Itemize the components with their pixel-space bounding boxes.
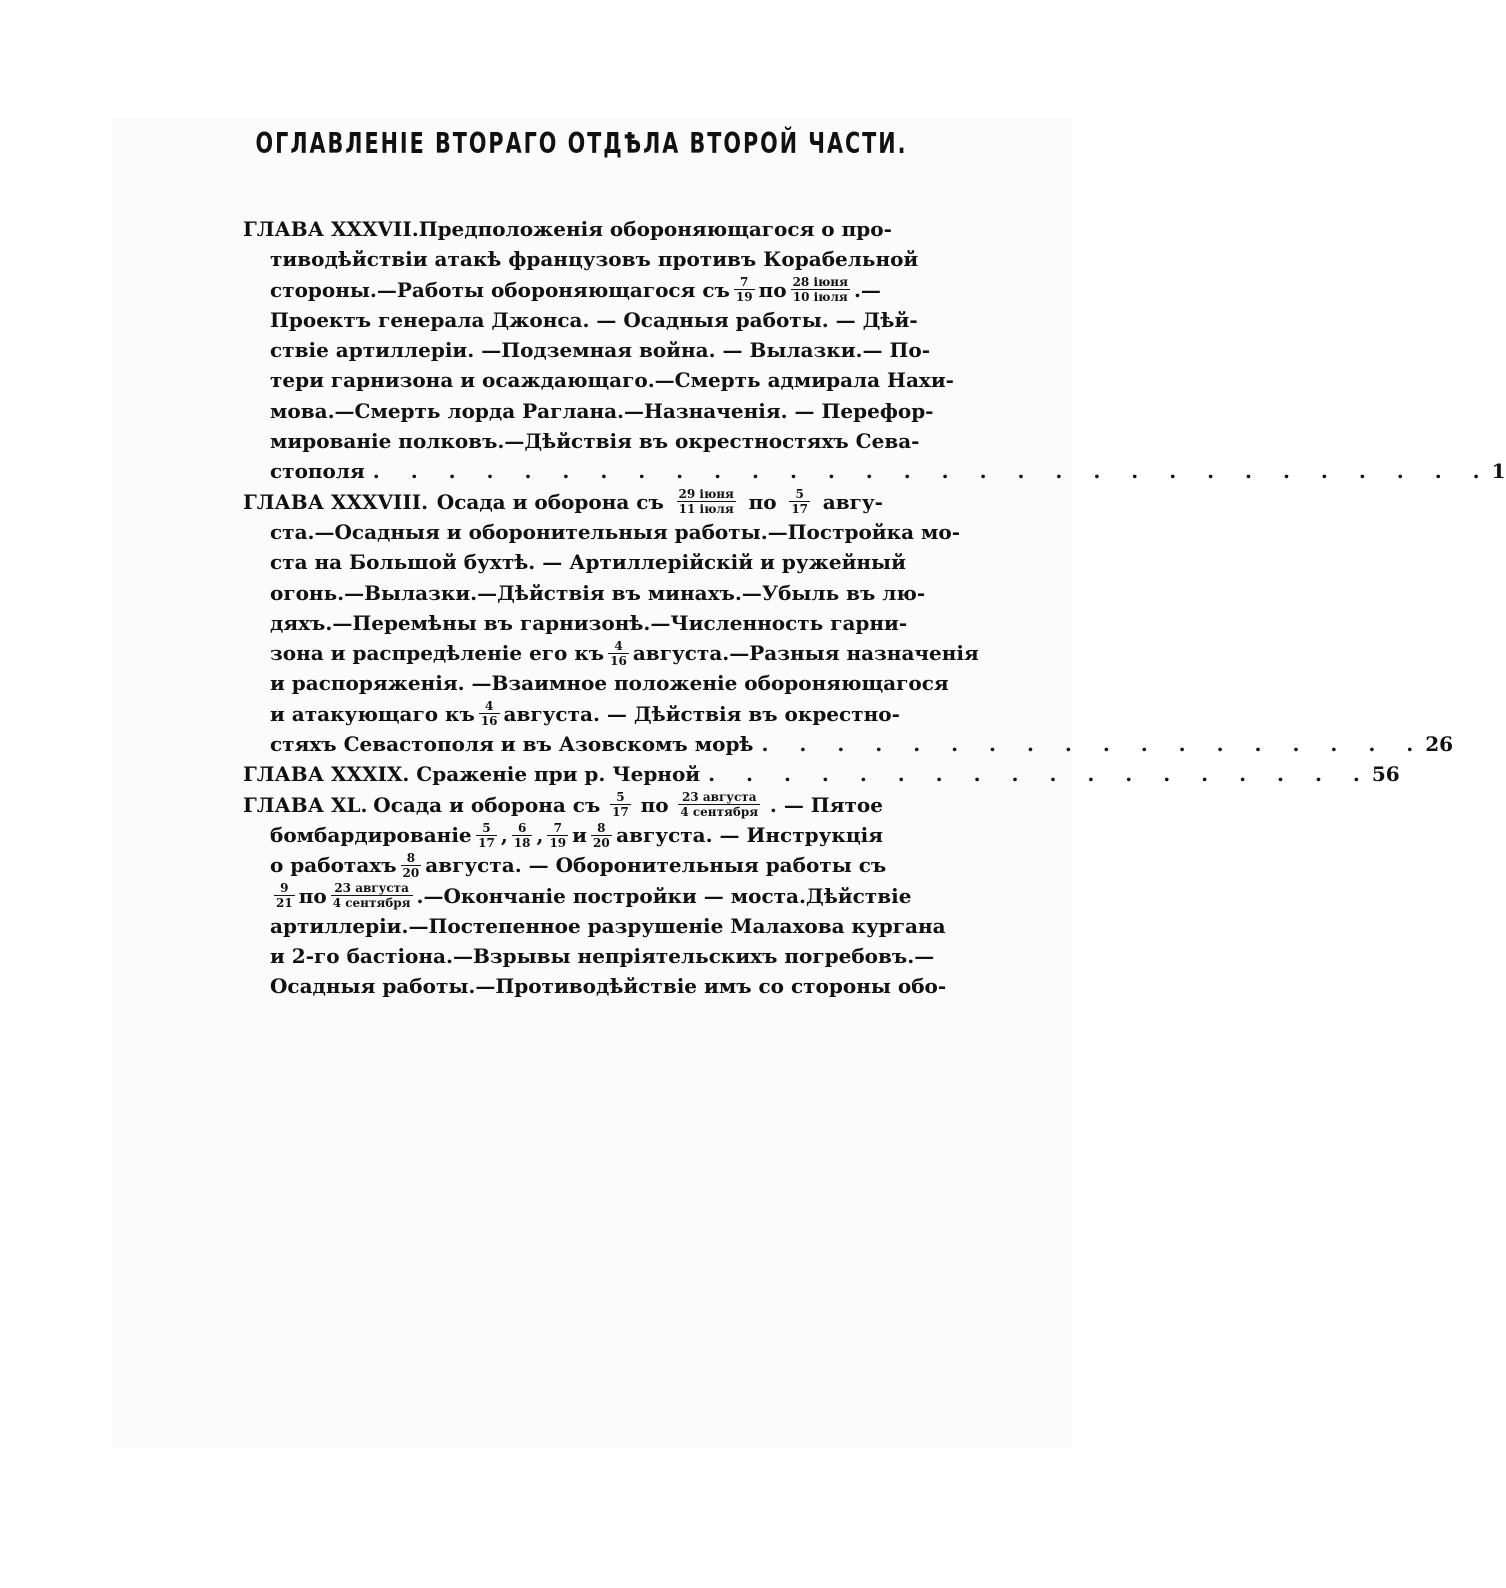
chapter-label: ГЛАВА XXXVII.: [243, 217, 419, 241]
toc-text: августа.—Разныя назначенія: [632, 641, 979, 666]
fraction: $\frac{\text{29 іюня}}{\text{11 іюля}}$: [678, 487, 734, 517]
page-number: 26: [1425, 732, 1454, 757]
fraction: $\frac{5}{17}$: [478, 820, 495, 850]
toc-text: ста на Большой бухтѣ. — Артиллерійскій и ружейный: [270, 550, 906, 575]
table-of-contents: [243, 214, 1506, 1002]
toc-text: по: [640, 792, 669, 817]
fraction: $\frac{7}{19}$: [549, 820, 567, 850]
toc-line: [243, 275, 883, 305]
toc-line: [243, 820, 883, 850]
fraction: $\frac{8}{20}$: [593, 820, 610, 850]
toc-text: мова.—Смерть лорда Раглана.—Назначенія. — Перефор-: [270, 398, 934, 423]
fraction-group: $\frac{5}{17}$ , $\frac{6}{18}$ , $\frac{7}{19}$ и $\frac{8}{20}$: [478, 820, 610, 850]
toc-text: и 2-го бастіона.—Взрывы непріятельскихъ погребовъ.—: [270, 944, 935, 969]
toc-line: [243, 911, 946, 941]
toc-text: Проектъ генерала Джонса. — Осадныя работы. — Дѣй-: [270, 307, 918, 332]
chapter-37[interactable]: [243, 214, 1506, 487]
toc-line: [243, 305, 918, 335]
toc-line: [243, 668, 949, 698]
toc-line: [243, 487, 883, 517]
fraction: $\frac{5}{17}$: [791, 487, 809, 517]
toc-text: ствіе артиллеріи. —Подземная война. — Вылазки.— По-: [270, 338, 931, 363]
toc-text: и атакующаго къ: [270, 701, 475, 726]
toc-text: по: [748, 489, 777, 514]
toc-line: [243, 244, 919, 274]
toc-line: [243, 608, 908, 638]
toc-text: бомбардированіе: [270, 822, 472, 847]
toc-text: зона и распредѣленіе его къ: [270, 641, 605, 666]
fraction: $\frac{8}{20}$: [402, 850, 420, 880]
toc-text: августа. — Оборонительныя работы съ: [425, 853, 887, 878]
toc-line: [243, 790, 883, 820]
toc-text: стороны.—Работы обороняющагося съ: [270, 277, 730, 302]
toc-text: Сраженіе при р. Черной: [416, 762, 701, 787]
toc-line: [243, 971, 947, 1001]
toc-line: [243, 941, 935, 971]
toc-line-leader: стяхъ Севастополя и въ Азовскомъ морѣ . . . . . . . . . . . . . . . . . . 26: [243, 729, 948, 759]
toc-text: Осада и оборона съ: [373, 792, 601, 817]
toc-text: артиллеріи.—Постепенное разрушеніе Малахова кургана: [270, 913, 946, 938]
chapter-39[interactable]: [243, 759, 1400, 789]
fraction: $\frac{\text{23 августа}}{\text{4 сентября}}$: [332, 881, 411, 911]
toc-text: мированіе полковъ.—Дѣйствія въ окрестностяхъ Сева-: [270, 429, 920, 454]
toc-line: [243, 881, 912, 911]
fraction: $\frac{4}{16}$: [480, 699, 498, 729]
page-number: 56: [1371, 762, 1400, 787]
toc-text: августа. — Дѣйствія въ окрестно-: [503, 701, 900, 726]
page-number: 1: [1491, 459, 1506, 484]
dot-leader: . . . . . . . . . . . . . . . . . .: [761, 732, 1426, 757]
toc-text: тиводѣйствіи атакѣ французовъ противъ Корабельной: [270, 247, 919, 272]
toc-text: тери гарнизона и осаждающаго.—Смерть адмирала Нахи-: [270, 368, 954, 393]
toc-text: . — Пятое: [769, 792, 883, 817]
toc-text: .—Окончаніе постройки — моста.Дѣйствіе: [416, 883, 912, 908]
dot-leader: . . . . . . . . . . . . . . . . . .: [708, 762, 1372, 787]
toc-line: [243, 850, 887, 880]
chapter-label: ГЛАВА XXXVIII.: [243, 489, 429, 514]
toc-line: [243, 426, 920, 456]
fraction: $\frac{6}{18}$: [513, 820, 531, 850]
toc-text: дяхъ.—Перемѣны въ гарнизонѣ.—Численность гарни-: [270, 610, 908, 635]
toc-text: Предположенія обороняющагося о про-: [418, 217, 892, 241]
fraction: $\frac{4}{16}$: [610, 638, 627, 668]
toc-text: .—: [853, 277, 881, 302]
chapter-40[interactable]: [243, 790, 948, 1002]
toc-text: Осадныя работы.—Противодѣйствіе имъ со стороны обо-: [270, 974, 947, 999]
toc-line: [243, 335, 931, 365]
dot-leader: . . . . . . . . . . . . . . . . . . . . . . . . . . . . . .: [372, 459, 1492, 484]
fraction: $\frac{5}{17}$: [612, 790, 629, 820]
fraction: $\frac{\text{28 іюня}}{\text{10 іюля}}$: [792, 275, 848, 305]
toc-line: [243, 214, 892, 244]
chapter-38[interactable]: [243, 487, 1454, 760]
toc-text: авгу-: [822, 489, 883, 514]
toc-line: [243, 365, 954, 395]
toc-text: и распоряженія. —Взаимное положеніе обороняющагося: [270, 671, 949, 696]
toc-text: Осада и оборона съ: [436, 489, 664, 514]
toc-line: [243, 517, 960, 547]
toc-line: [243, 547, 906, 577]
toc-text: о работахъ: [270, 853, 397, 878]
toc-text: августа. — Инструкція: [616, 822, 883, 847]
fraction: $\frac{9}{21}$: [276, 881, 293, 911]
toc-line: [243, 699, 900, 729]
toc-line: [243, 638, 979, 668]
page-title: ОГЛАВЛЕНІЕ ВТОРАГО ОТДѢЛА ВТОРОЙ ЧАСТИ.: [255, 128, 908, 161]
fraction: $\frac{7}{19}$: [735, 275, 753, 305]
toc-text: по: [758, 277, 787, 302]
toc-line: [243, 578, 926, 608]
toc-line: [243, 396, 934, 426]
toc-text: огонь.—Вылазки.—Дѣйствія въ минахъ.—Убыль въ лю-: [270, 580, 926, 605]
toc-text: по: [298, 883, 327, 908]
toc-text: ста.—Осадныя и оборонительныя работы.—Постройка мо-: [270, 519, 960, 544]
toc-line-leader: стополя . . . . . . . . . . . . . . . . . . . . . . . . . . . . . . 1: [243, 456, 948, 486]
toc-line-leader: [243, 759, 1400, 789]
fraction: $\frac{\text{23 августа}}{\text{4 сентября}}$: [680, 790, 759, 820]
chapter-label: ГЛАВА XXXIX.: [243, 762, 410, 787]
chapter-label: ГЛАВА XL.: [243, 792, 368, 817]
